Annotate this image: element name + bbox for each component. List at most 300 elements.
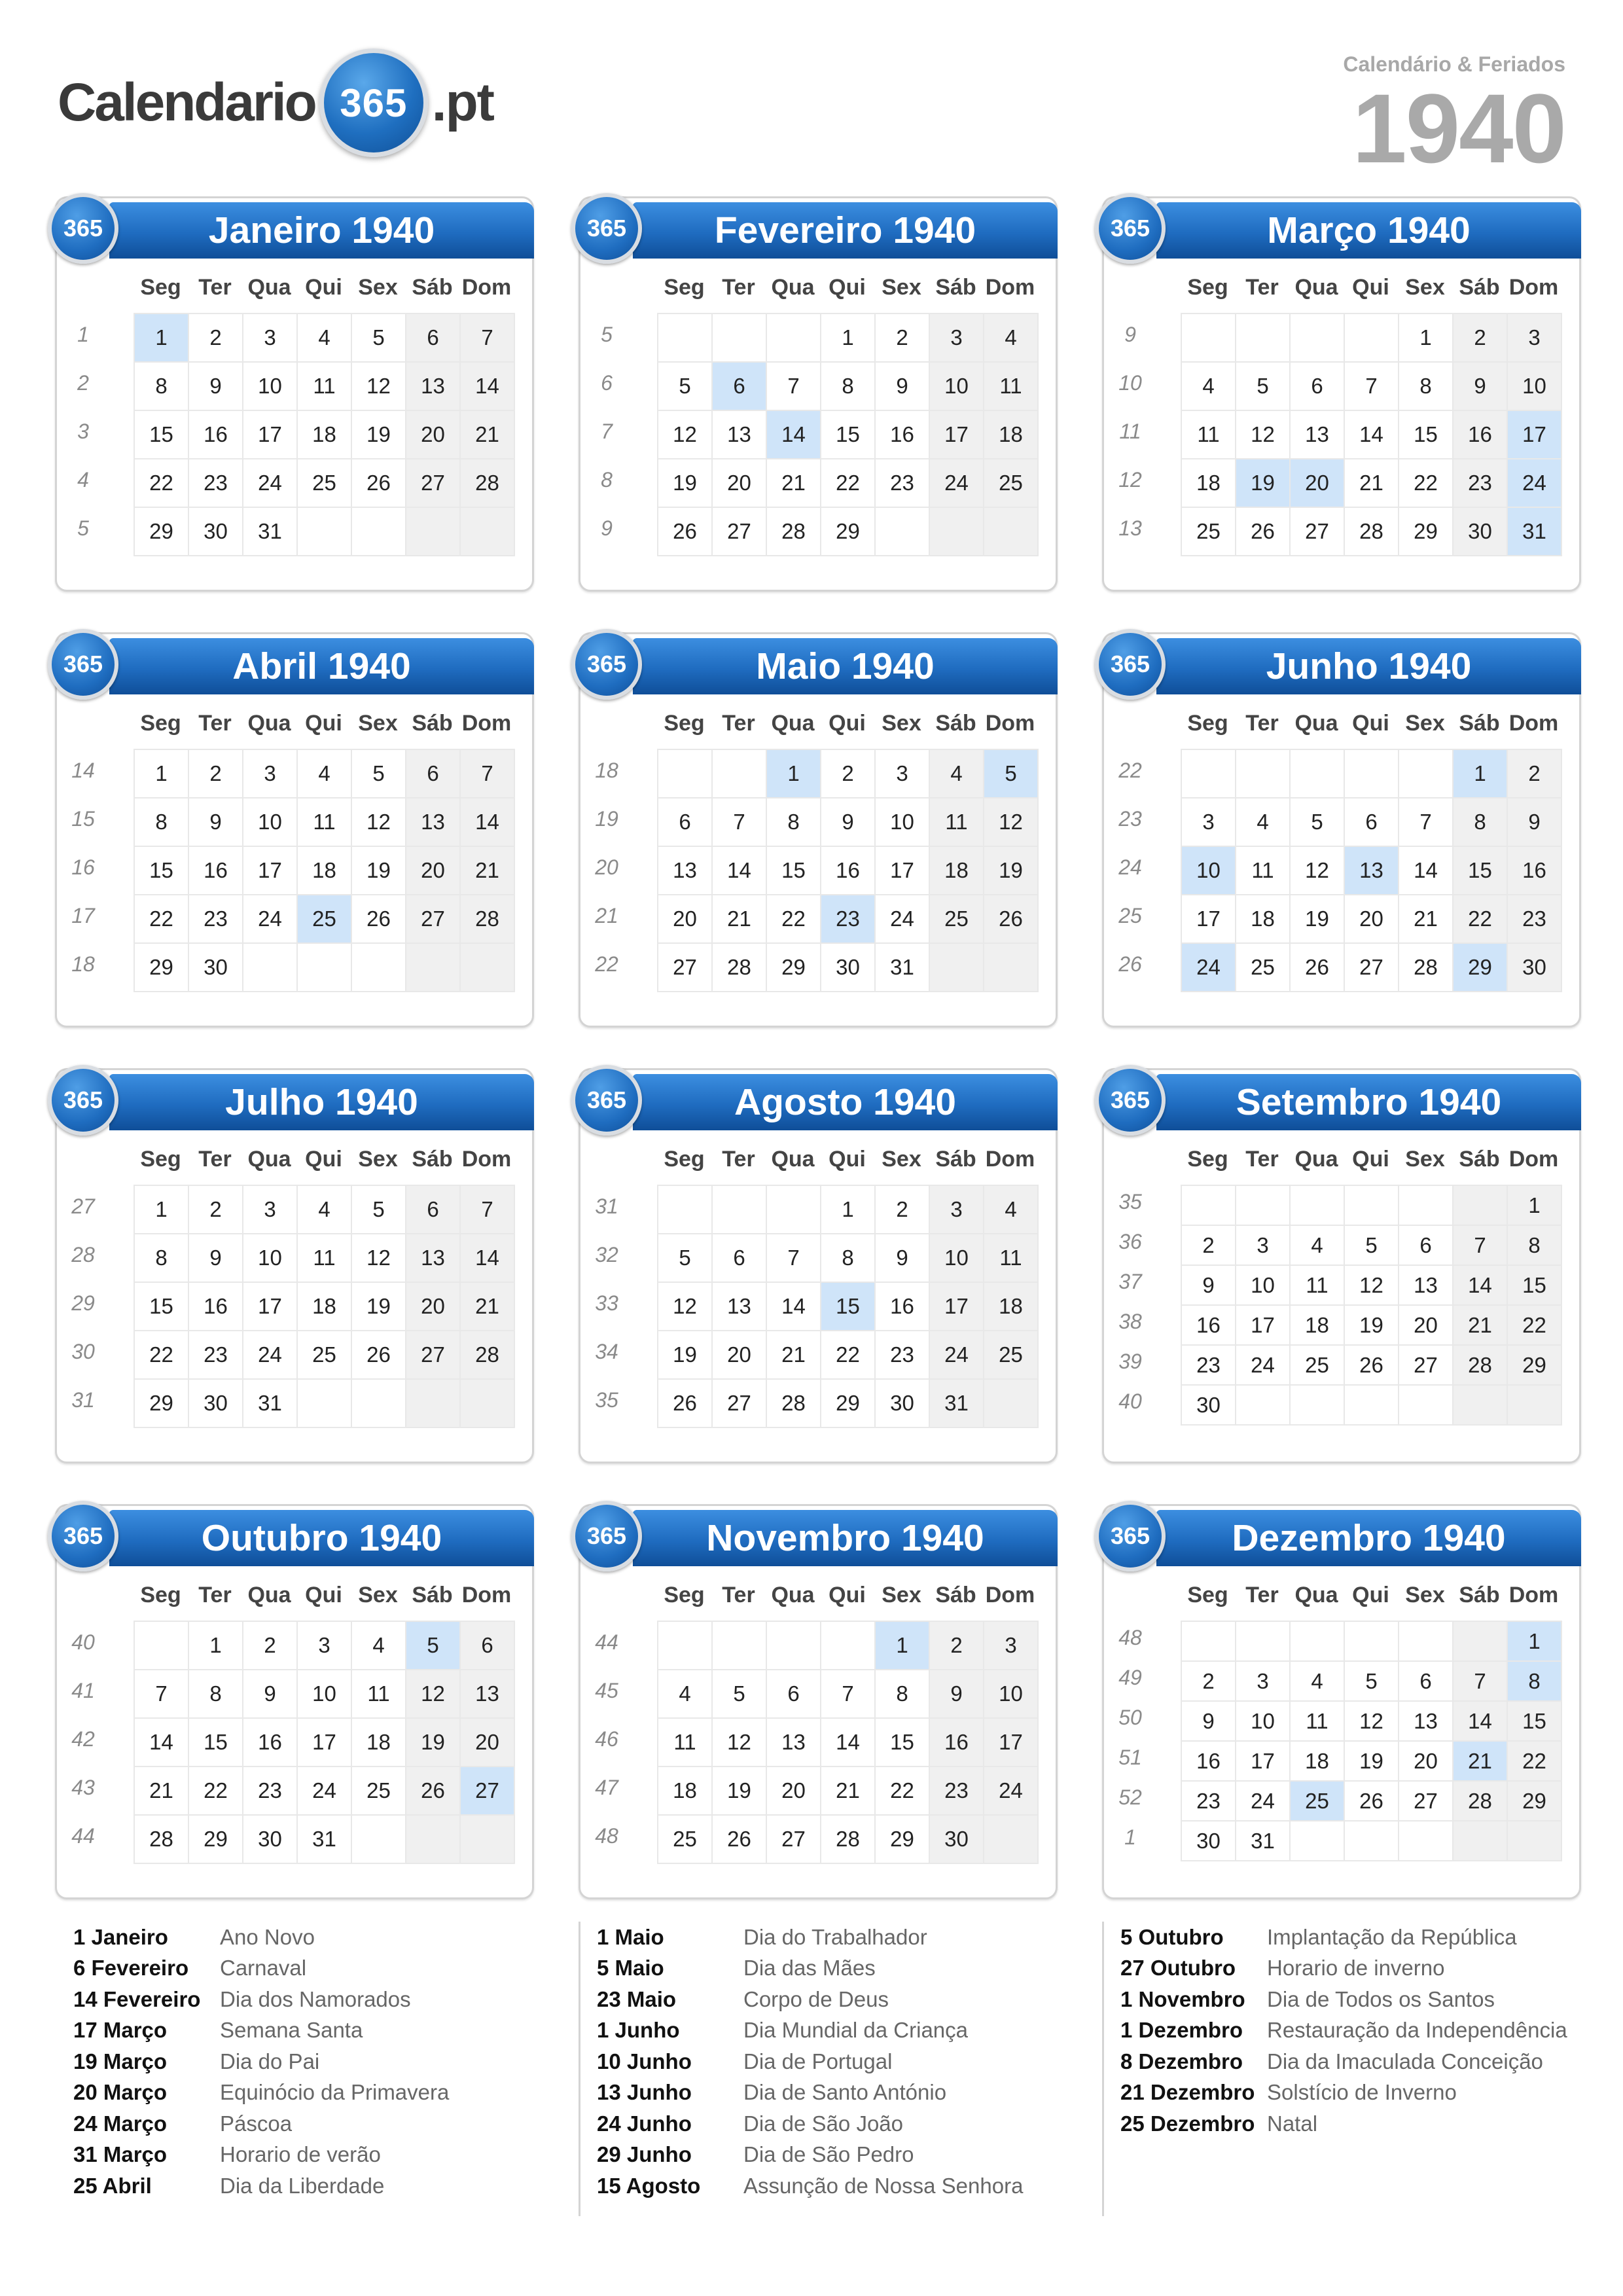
day-cell[interactable]: 17: [930, 1283, 984, 1331]
holiday-day-cell[interactable]: 21: [1454, 1742, 1508, 1782]
day-cell[interactable]: 14: [767, 1283, 821, 1331]
day-cell[interactable]: 19: [352, 1283, 406, 1331]
day-cell[interactable]: 4: [298, 314, 352, 363]
day-cell[interactable]: 26: [658, 508, 713, 556]
day-cell[interactable]: 29: [821, 508, 876, 556]
day-cell[interactable]: 16: [930, 1719, 984, 1767]
day-cell[interactable]: 4: [984, 314, 1039, 363]
day-cell[interactable]: 19: [1345, 1306, 1399, 1346]
day-cell[interactable]: 5: [352, 314, 406, 363]
day-cell[interactable]: 30: [1182, 1386, 1236, 1426]
day-cell[interactable]: 6: [767, 1670, 821, 1719]
day-cell[interactable]: 28: [461, 459, 515, 508]
day-cell[interactable]: 17: [298, 1719, 352, 1767]
day-cell[interactable]: 23: [876, 459, 930, 508]
day-cell[interactable]: 1: [821, 1186, 876, 1234]
day-cell[interactable]: 10: [243, 363, 298, 411]
day-cell[interactable]: 24: [243, 1331, 298, 1380]
day-cell[interactable]: 7: [461, 750, 515, 798]
day-cell[interactable]: 20: [406, 847, 461, 895]
holiday-day-cell[interactable]: 1: [1454, 750, 1508, 798]
day-cell[interactable]: 4: [930, 750, 984, 798]
day-cell[interactable]: 24: [930, 459, 984, 508]
day-cell[interactable]: 10: [930, 363, 984, 411]
day-cell[interactable]: 16: [876, 1283, 930, 1331]
day-cell[interactable]: 11: [1291, 1266, 1345, 1306]
day-cell[interactable]: 4: [1236, 798, 1291, 847]
day-cell[interactable]: 7: [461, 314, 515, 363]
day-cell[interactable]: 22: [135, 895, 189, 944]
day-cell[interactable]: 24: [876, 895, 930, 944]
day-cell[interactable]: 8: [1508, 1226, 1562, 1266]
day-cell[interactable]: 14: [1454, 1266, 1508, 1306]
day-cell[interactable]: 21: [461, 1283, 515, 1331]
day-cell[interactable]: 31: [298, 1816, 352, 1864]
day-cell[interactable]: 8: [1399, 363, 1454, 411]
day-cell[interactable]: 3: [1508, 314, 1562, 363]
holiday-day-cell[interactable]: 19: [1236, 459, 1291, 508]
day-cell[interactable]: 9: [189, 363, 243, 411]
day-cell[interactable]: 27: [406, 459, 461, 508]
holiday-day-cell[interactable]: 14: [767, 411, 821, 459]
day-cell[interactable]: 12: [1236, 411, 1291, 459]
day-cell[interactable]: 22: [135, 459, 189, 508]
holiday-day-cell[interactable]: 24: [1182, 944, 1236, 992]
day-cell[interactable]: 8: [135, 1234, 189, 1283]
day-cell[interactable]: 3: [930, 314, 984, 363]
holiday-day-cell[interactable]: 8: [1508, 1662, 1562, 1702]
day-cell[interactable]: 4: [298, 1186, 352, 1234]
day-cell[interactable]: 19: [713, 1767, 767, 1816]
day-cell[interactable]: 5: [658, 363, 713, 411]
day-cell[interactable]: 28: [461, 1331, 515, 1380]
day-cell[interactable]: 8: [821, 363, 876, 411]
day-cell[interactable]: 14: [461, 798, 515, 847]
day-cell[interactable]: 30: [821, 944, 876, 992]
day-cell[interactable]: 5: [1291, 798, 1345, 847]
day-cell[interactable]: 5: [352, 1186, 406, 1234]
day-cell[interactable]: 18: [658, 1767, 713, 1816]
day-cell[interactable]: 29: [876, 1816, 930, 1864]
day-cell[interactable]: 12: [713, 1719, 767, 1767]
day-cell[interactable]: 26: [352, 459, 406, 508]
day-cell[interactable]: 31: [930, 1380, 984, 1428]
day-cell[interactable]: 16: [876, 411, 930, 459]
day-cell[interactable]: 30: [1182, 1821, 1236, 1861]
day-cell[interactable]: 26: [1291, 944, 1345, 992]
day-cell[interactable]: 20: [461, 1719, 515, 1767]
day-cell[interactable]: 10: [243, 1234, 298, 1283]
day-cell[interactable]: 13: [713, 1283, 767, 1331]
day-cell[interactable]: 7: [1399, 798, 1454, 847]
day-cell[interactable]: 27: [767, 1816, 821, 1864]
day-cell[interactable]: 17: [876, 847, 930, 895]
holiday-day-cell[interactable]: 1: [1508, 1622, 1562, 1662]
day-cell[interactable]: 13: [1399, 1266, 1454, 1306]
day-cell[interactable]: 10: [1236, 1702, 1291, 1742]
day-cell[interactable]: 4: [298, 750, 352, 798]
day-cell[interactable]: 24: [984, 1767, 1039, 1816]
day-cell[interactable]: 28: [1454, 1346, 1508, 1386]
day-cell[interactable]: 31: [876, 944, 930, 992]
day-cell[interactable]: 31: [243, 1380, 298, 1428]
day-cell[interactable]: 9: [821, 798, 876, 847]
day-cell[interactable]: 4: [1291, 1662, 1345, 1702]
day-cell[interactable]: 30: [189, 508, 243, 556]
day-cell[interactable]: 7: [1454, 1226, 1508, 1266]
day-cell[interactable]: 6: [406, 314, 461, 363]
day-cell[interactable]: 18: [298, 411, 352, 459]
day-cell[interactable]: 12: [1345, 1266, 1399, 1306]
day-cell[interactable]: 4: [658, 1670, 713, 1719]
day-cell[interactable]: 4: [1182, 363, 1236, 411]
day-cell[interactable]: 22: [189, 1767, 243, 1816]
day-cell[interactable]: 12: [658, 411, 713, 459]
day-cell[interactable]: 15: [135, 1283, 189, 1331]
day-cell[interactable]: 28: [767, 1380, 821, 1428]
day-cell[interactable]: 22: [1508, 1306, 1562, 1346]
day-cell[interactable]: 1: [1399, 314, 1454, 363]
day-cell[interactable]: 14: [461, 363, 515, 411]
day-cell[interactable]: 28: [135, 1816, 189, 1864]
day-cell[interactable]: 16: [821, 847, 876, 895]
day-cell[interactable]: 4: [1291, 1226, 1345, 1266]
day-cell[interactable]: 21: [135, 1767, 189, 1816]
day-cell[interactable]: 12: [352, 1234, 406, 1283]
day-cell[interactable]: 3: [930, 1186, 984, 1234]
day-cell[interactable]: 16: [1454, 411, 1508, 459]
day-cell[interactable]: 24: [930, 1331, 984, 1380]
day-cell[interactable]: 19: [984, 847, 1039, 895]
day-cell[interactable]: 22: [876, 1767, 930, 1816]
day-cell[interactable]: 5: [713, 1670, 767, 1719]
day-cell[interactable]: 26: [1345, 1782, 1399, 1821]
day-cell[interactable]: 11: [930, 798, 984, 847]
day-cell[interactable]: 26: [984, 895, 1039, 944]
day-cell[interactable]: 17: [243, 847, 298, 895]
day-cell[interactable]: 15: [876, 1719, 930, 1767]
day-cell[interactable]: 12: [352, 798, 406, 847]
day-cell[interactable]: 19: [406, 1719, 461, 1767]
day-cell[interactable]: 10: [1236, 1266, 1291, 1306]
day-cell[interactable]: 21: [1454, 1306, 1508, 1346]
day-cell[interactable]: 13: [713, 411, 767, 459]
holiday-day-cell[interactable]: 25: [1291, 1782, 1345, 1821]
day-cell[interactable]: 16: [1182, 1742, 1236, 1782]
day-cell[interactable]: 15: [1399, 411, 1454, 459]
day-cell[interactable]: 22: [821, 459, 876, 508]
day-cell[interactable]: 19: [352, 411, 406, 459]
day-cell[interactable]: 2: [1454, 314, 1508, 363]
day-cell[interactable]: 16: [189, 1283, 243, 1331]
day-cell[interactable]: 23: [1182, 1346, 1236, 1386]
day-cell[interactable]: 15: [135, 847, 189, 895]
day-cell[interactable]: 29: [135, 944, 189, 992]
day-cell[interactable]: 1: [821, 314, 876, 363]
day-cell[interactable]: 17: [984, 1719, 1039, 1767]
day-cell[interactable]: 12: [984, 798, 1039, 847]
day-cell[interactable]: 1: [135, 750, 189, 798]
day-cell[interactable]: 2: [1182, 1226, 1236, 1266]
day-cell[interactable]: 24: [1236, 1782, 1291, 1821]
day-cell[interactable]: 30: [189, 1380, 243, 1428]
day-cell[interactable]: 25: [658, 1816, 713, 1864]
day-cell[interactable]: 3: [1236, 1662, 1291, 1702]
day-cell[interactable]: 6: [1291, 363, 1345, 411]
day-cell[interactable]: 6: [406, 750, 461, 798]
day-cell[interactable]: 11: [984, 1234, 1039, 1283]
day-cell[interactable]: 12: [1345, 1702, 1399, 1742]
day-cell[interactable]: 29: [1508, 1782, 1562, 1821]
day-cell[interactable]: 11: [298, 363, 352, 411]
day-cell[interactable]: 20: [713, 459, 767, 508]
day-cell[interactable]: 29: [1399, 508, 1454, 556]
day-cell[interactable]: 9: [930, 1670, 984, 1719]
day-cell[interactable]: 25: [298, 1331, 352, 1380]
day-cell[interactable]: 28: [821, 1816, 876, 1864]
day-cell[interactable]: 12: [352, 363, 406, 411]
day-cell[interactable]: 26: [1236, 508, 1291, 556]
day-cell[interactable]: 7: [767, 363, 821, 411]
day-cell[interactable]: 23: [876, 1331, 930, 1380]
day-cell[interactable]: 30: [1454, 508, 1508, 556]
day-cell[interactable]: 13: [767, 1719, 821, 1767]
day-cell[interactable]: 30: [243, 1816, 298, 1864]
day-cell[interactable]: 15: [135, 411, 189, 459]
day-cell[interactable]: 17: [243, 411, 298, 459]
day-cell[interactable]: 23: [189, 459, 243, 508]
day-cell[interactable]: 8: [767, 798, 821, 847]
day-cell[interactable]: 29: [189, 1816, 243, 1864]
day-cell[interactable]: 14: [1399, 847, 1454, 895]
day-cell[interactable]: 29: [135, 508, 189, 556]
day-cell[interactable]: 9: [876, 363, 930, 411]
day-cell[interactable]: 27: [713, 1380, 767, 1428]
day-cell[interactable]: 5: [658, 1234, 713, 1283]
day-cell[interactable]: 1: [189, 1622, 243, 1670]
day-cell[interactable]: 22: [821, 1331, 876, 1380]
holiday-day-cell[interactable]: 13: [1345, 847, 1399, 895]
day-cell[interactable]: 3: [876, 750, 930, 798]
day-cell[interactable]: 22: [1399, 459, 1454, 508]
day-cell[interactable]: 21: [821, 1767, 876, 1816]
day-cell[interactable]: 3: [243, 314, 298, 363]
day-cell[interactable]: 18: [930, 847, 984, 895]
day-cell[interactable]: 3: [1236, 1226, 1291, 1266]
day-cell[interactable]: 2: [243, 1622, 298, 1670]
holiday-day-cell[interactable]: 27: [461, 1767, 515, 1816]
day-cell[interactable]: 18: [298, 1283, 352, 1331]
holiday-day-cell[interactable]: 17: [1508, 411, 1562, 459]
day-cell[interactable]: 4: [352, 1622, 406, 1670]
day-cell[interactable]: 27: [1291, 508, 1345, 556]
day-cell[interactable]: 26: [1345, 1346, 1399, 1386]
holiday-day-cell[interactable]: 1: [767, 750, 821, 798]
day-cell[interactable]: 15: [767, 847, 821, 895]
day-cell[interactable]: 13: [406, 798, 461, 847]
holiday-day-cell[interactable]: 29: [1454, 944, 1508, 992]
day-cell[interactable]: 27: [1345, 944, 1399, 992]
day-cell[interactable]: 7: [1345, 363, 1399, 411]
day-cell[interactable]: 29: [1508, 1346, 1562, 1386]
day-cell[interactable]: 14: [1345, 411, 1399, 459]
day-cell[interactable]: 28: [461, 895, 515, 944]
day-cell[interactable]: 15: [189, 1719, 243, 1767]
day-cell[interactable]: 20: [713, 1331, 767, 1380]
day-cell[interactable]: 3: [298, 1622, 352, 1670]
day-cell[interactable]: 25: [984, 459, 1039, 508]
day-cell[interactable]: 19: [658, 1331, 713, 1380]
day-cell[interactable]: 30: [876, 1380, 930, 1428]
day-cell[interactable]: 13: [461, 1670, 515, 1719]
day-cell[interactable]: 6: [1399, 1226, 1454, 1266]
holiday-day-cell[interactable]: 10: [1182, 847, 1236, 895]
holiday-day-cell[interactable]: 23: [821, 895, 876, 944]
day-cell[interactable]: 13: [1291, 411, 1345, 459]
day-cell[interactable]: 23: [1182, 1782, 1236, 1821]
day-cell[interactable]: 8: [189, 1670, 243, 1719]
day-cell[interactable]: 10: [1508, 363, 1562, 411]
day-cell[interactable]: 7: [821, 1670, 876, 1719]
day-cell[interactable]: 17: [1236, 1742, 1291, 1782]
day-cell[interactable]: 13: [658, 847, 713, 895]
day-cell[interactable]: 6: [713, 1234, 767, 1283]
day-cell[interactable]: 16: [243, 1719, 298, 1767]
day-cell[interactable]: 7: [713, 798, 767, 847]
day-cell[interactable]: 15: [1454, 847, 1508, 895]
day-cell[interactable]: 8: [135, 798, 189, 847]
day-cell[interactable]: 17: [1182, 895, 1236, 944]
day-cell[interactable]: 12: [406, 1670, 461, 1719]
day-cell[interactable]: 27: [658, 944, 713, 992]
day-cell[interactable]: 18: [984, 1283, 1039, 1331]
day-cell[interactable]: 9: [189, 798, 243, 847]
day-cell[interactable]: 9: [1182, 1702, 1236, 1742]
holiday-day-cell[interactable]: 31: [1508, 508, 1562, 556]
holiday-day-cell[interactable]: 20: [1291, 459, 1345, 508]
day-cell[interactable]: 28: [1399, 944, 1454, 992]
day-cell[interactable]: 8: [876, 1670, 930, 1719]
day-cell[interactable]: 16: [189, 847, 243, 895]
day-cell[interactable]: 2: [1182, 1662, 1236, 1702]
day-cell[interactable]: 26: [352, 895, 406, 944]
day-cell[interactable]: 23: [1508, 895, 1562, 944]
day-cell[interactable]: 15: [821, 411, 876, 459]
day-cell[interactable]: 27: [1399, 1782, 1454, 1821]
day-cell[interactable]: 24: [243, 895, 298, 944]
day-cell[interactable]: 26: [406, 1767, 461, 1816]
day-cell[interactable]: 9: [189, 1234, 243, 1283]
day-cell[interactable]: 18: [1291, 1306, 1345, 1346]
day-cell[interactable]: 4: [984, 1186, 1039, 1234]
day-cell[interactable]: 11: [1182, 411, 1236, 459]
day-cell[interactable]: 6: [461, 1622, 515, 1670]
day-cell[interactable]: 7: [767, 1234, 821, 1283]
day-cell[interactable]: 2: [876, 1186, 930, 1234]
day-cell[interactable]: 23: [930, 1767, 984, 1816]
day-cell[interactable]: 29: [821, 1380, 876, 1428]
day-cell[interactable]: 24: [298, 1767, 352, 1816]
day-cell[interactable]: 18: [1236, 895, 1291, 944]
day-cell[interactable]: 27: [406, 895, 461, 944]
day-cell[interactable]: 7: [461, 1186, 515, 1234]
day-cell[interactable]: 25: [1236, 944, 1291, 992]
day-cell[interactable]: 30: [1508, 944, 1562, 992]
day-cell[interactable]: 9: [1508, 798, 1562, 847]
day-cell[interactable]: 26: [658, 1380, 713, 1428]
holiday-day-cell[interactable]: 1: [135, 314, 189, 363]
day-cell[interactable]: 16: [189, 411, 243, 459]
day-cell[interactable]: 22: [767, 895, 821, 944]
day-cell[interactable]: 7: [135, 1670, 189, 1719]
day-cell[interactable]: 18: [984, 411, 1039, 459]
day-cell[interactable]: 10: [298, 1670, 352, 1719]
day-cell[interactable]: 14: [135, 1719, 189, 1767]
day-cell[interactable]: 25: [930, 895, 984, 944]
day-cell[interactable]: 22: [1508, 1742, 1562, 1782]
day-cell[interactable]: 9: [243, 1670, 298, 1719]
day-cell[interactable]: 8: [135, 363, 189, 411]
day-cell[interactable]: 14: [713, 847, 767, 895]
day-cell[interactable]: 23: [189, 1331, 243, 1380]
day-cell[interactable]: 25: [1182, 508, 1236, 556]
day-cell[interactable]: 13: [406, 363, 461, 411]
day-cell[interactable]: 11: [298, 798, 352, 847]
day-cell[interactable]: 9: [1454, 363, 1508, 411]
day-cell[interactable]: 24: [1236, 1346, 1291, 1386]
day-cell[interactable]: 29: [767, 944, 821, 992]
day-cell[interactable]: 6: [1345, 798, 1399, 847]
day-cell[interactable]: 2: [189, 1186, 243, 1234]
holiday-day-cell[interactable]: 15: [821, 1283, 876, 1331]
day-cell[interactable]: 28: [1454, 1782, 1508, 1821]
day-cell[interactable]: 9: [1182, 1266, 1236, 1306]
day-cell[interactable]: 10: [243, 798, 298, 847]
day-cell[interactable]: 27: [406, 1331, 461, 1380]
day-cell[interactable]: 11: [352, 1670, 406, 1719]
day-cell[interactable]: 20: [406, 1283, 461, 1331]
day-cell[interactable]: 3: [243, 1186, 298, 1234]
day-cell[interactable]: 10: [876, 798, 930, 847]
day-cell[interactable]: 15: [1508, 1702, 1562, 1742]
day-cell[interactable]: 11: [1236, 847, 1291, 895]
day-cell[interactable]: 10: [930, 1234, 984, 1283]
day-cell[interactable]: 21: [1345, 459, 1399, 508]
day-cell[interactable]: 14: [461, 1234, 515, 1283]
day-cell[interactable]: 28: [1345, 508, 1399, 556]
day-cell[interactable]: 20: [1399, 1306, 1454, 1346]
day-cell[interactable]: 17: [1236, 1306, 1291, 1346]
day-cell[interactable]: 22: [135, 1331, 189, 1380]
day-cell[interactable]: 26: [352, 1331, 406, 1380]
day-cell[interactable]: 20: [1345, 895, 1399, 944]
day-cell[interactable]: 17: [243, 1283, 298, 1331]
day-cell[interactable]: 20: [406, 411, 461, 459]
day-cell[interactable]: 9: [876, 1234, 930, 1283]
day-cell[interactable]: 11: [658, 1719, 713, 1767]
day-cell[interactable]: 6: [1399, 1662, 1454, 1702]
day-cell[interactable]: 19: [1345, 1742, 1399, 1782]
day-cell[interactable]: 19: [352, 847, 406, 895]
day-cell[interactable]: 19: [1291, 895, 1345, 944]
day-cell[interactable]: 25: [1291, 1346, 1345, 1386]
day-cell[interactable]: 31: [1236, 1821, 1291, 1861]
day-cell[interactable]: 16: [1182, 1306, 1236, 1346]
day-cell[interactable]: 12: [658, 1283, 713, 1331]
day-cell[interactable]: 1: [1508, 1186, 1562, 1226]
day-cell[interactable]: 18: [1182, 459, 1236, 508]
day-cell[interactable]: 14: [1454, 1702, 1508, 1742]
